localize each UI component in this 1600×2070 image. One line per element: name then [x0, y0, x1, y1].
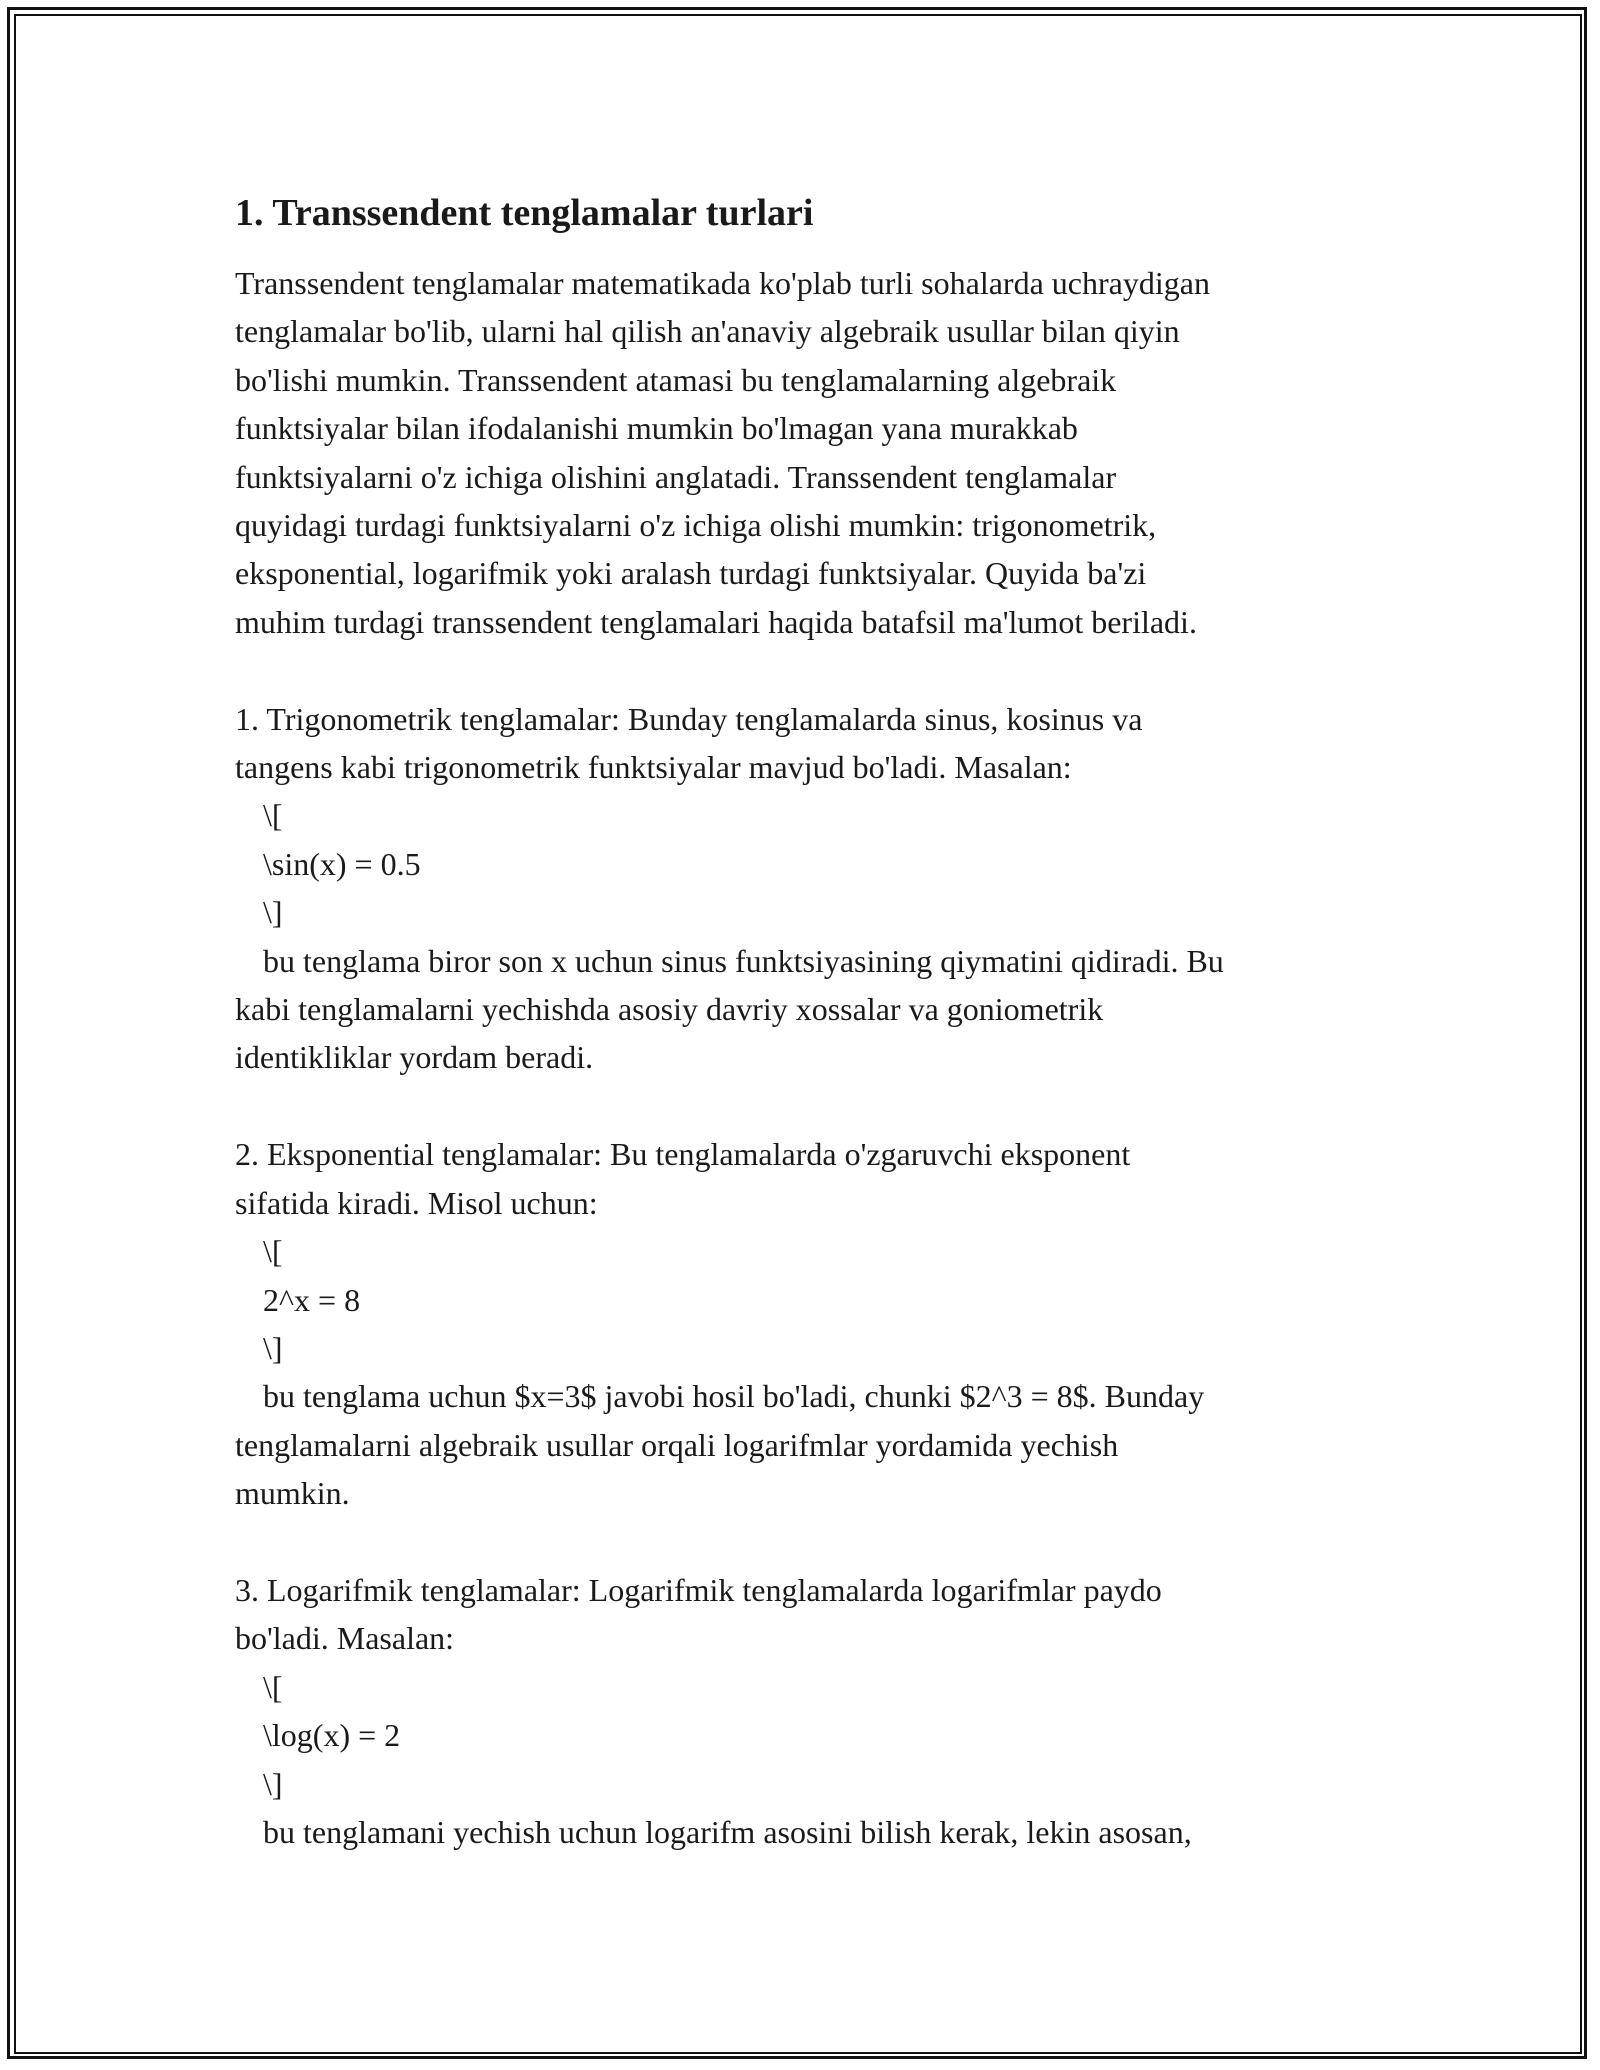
- list-item-logarithmic: [235, 1566, 1370, 1856]
- math-close-delimiter: \]: [263, 1329, 283, 1366]
- text-line: mumkin.: [235, 1475, 350, 1512]
- math-open-delimiter: \[: [263, 1668, 283, 1705]
- text-line: bo'lishi mumkin. Transsendent atamasi bu tenglamalarning algebraik: [235, 361, 1117, 398]
- text-line: bu tenglama uchun $x=3$ javobi hosil bo'ladi, chunki $2^3 = 8$. Bunday: [263, 1378, 1205, 1415]
- formula: 2^x = 8: [263, 1281, 361, 1318]
- paragraph-gap: [235, 1518, 1370, 1566]
- section-heading: 1. Transsendent tenglamalar turlari: [235, 192, 814, 234]
- text-line: eksponential, logarifmik yoki aralash turdagi funktsiyalar. Quyida ba'zi: [235, 555, 1147, 592]
- list-item-exponential: [235, 1130, 1370, 1517]
- text-line: quyidagi turdagi funktsiyalarni o'z ichiga olishi mumkin: trigonometrik,: [235, 507, 1157, 544]
- text-line: identikliklar yordam beradi.: [235, 1039, 594, 1076]
- text-line: muhim turdagi transsendent tenglamalari haqida batafsil ma'lumot beriladi.: [235, 603, 1197, 640]
- math-close-delimiter: \]: [263, 894, 283, 931]
- formula: \log(x) = 2: [263, 1717, 401, 1754]
- text-line: sifatida kiradi. Misol uchun:: [235, 1184, 598, 1221]
- text-line: 1. Trigonometrik tenglamalar: Bunday tenglamalarda sinus, kosinus va: [235, 700, 1143, 737]
- text-line: tenglamalar bo'lib, ularni hal qilish an'anaviy algebraik usullar bilan qiyin: [235, 313, 1180, 350]
- text-line: bo'ladi. Masalan:: [235, 1620, 455, 1657]
- intro-paragraph: [235, 259, 1370, 646]
- paragraph-gap: [235, 1082, 1370, 1130]
- formula: \sin(x) = 0.5: [263, 845, 421, 882]
- text-line: 3. Logarifmik tenglamalar: Logarifmik tenglamalarda logarifmlar paydo: [235, 1571, 1162, 1608]
- math-close-delimiter: \]: [263, 1765, 283, 1802]
- text-line: bu tenglama biror son x uchun sinus funktsiyasining qiymatini qidiradi. Bu: [263, 942, 1224, 979]
- text-line: bu tenglamani yechish uchun logarifm asosini bilish kerak, lekin asosan,: [263, 1813, 1192, 1850]
- text-line: tangens kabi trigonometrik funktsiyalar mavjud bo'ladi. Masalan:: [235, 749, 1072, 786]
- text-line: funktsiyalarni o'z ichiga olishini anglatadi. Transsendent tenglamalar: [235, 458, 1117, 495]
- paragraph-gap: [235, 646, 1370, 694]
- text-line: kabi tenglamalarni yechishda asosiy davriy xossalar va goniometrik: [235, 991, 1104, 1028]
- document-page: [235, 185, 1370, 1856]
- math-open-delimiter: \[: [263, 797, 283, 834]
- math-open-delimiter: \[: [263, 1233, 283, 1270]
- text-line: tenglamalarni algebraik usullar orqali logarifmlar yordamida yechish: [235, 1426, 1119, 1463]
- text-line: 2. Eksponential tenglamalar: Bu tenglamalarda o'zgaruvchi eksponent: [235, 1136, 1131, 1173]
- list-item-trigonometric: [235, 695, 1370, 1082]
- text-line: funktsiyalar bilan ifodalanishi mumkin bo'lmagan yana murakkab: [235, 410, 1078, 447]
- text-line: Transsendent tenglamalar matematikada ko'plab turli sohalarda uchraydigan: [235, 265, 1210, 301]
